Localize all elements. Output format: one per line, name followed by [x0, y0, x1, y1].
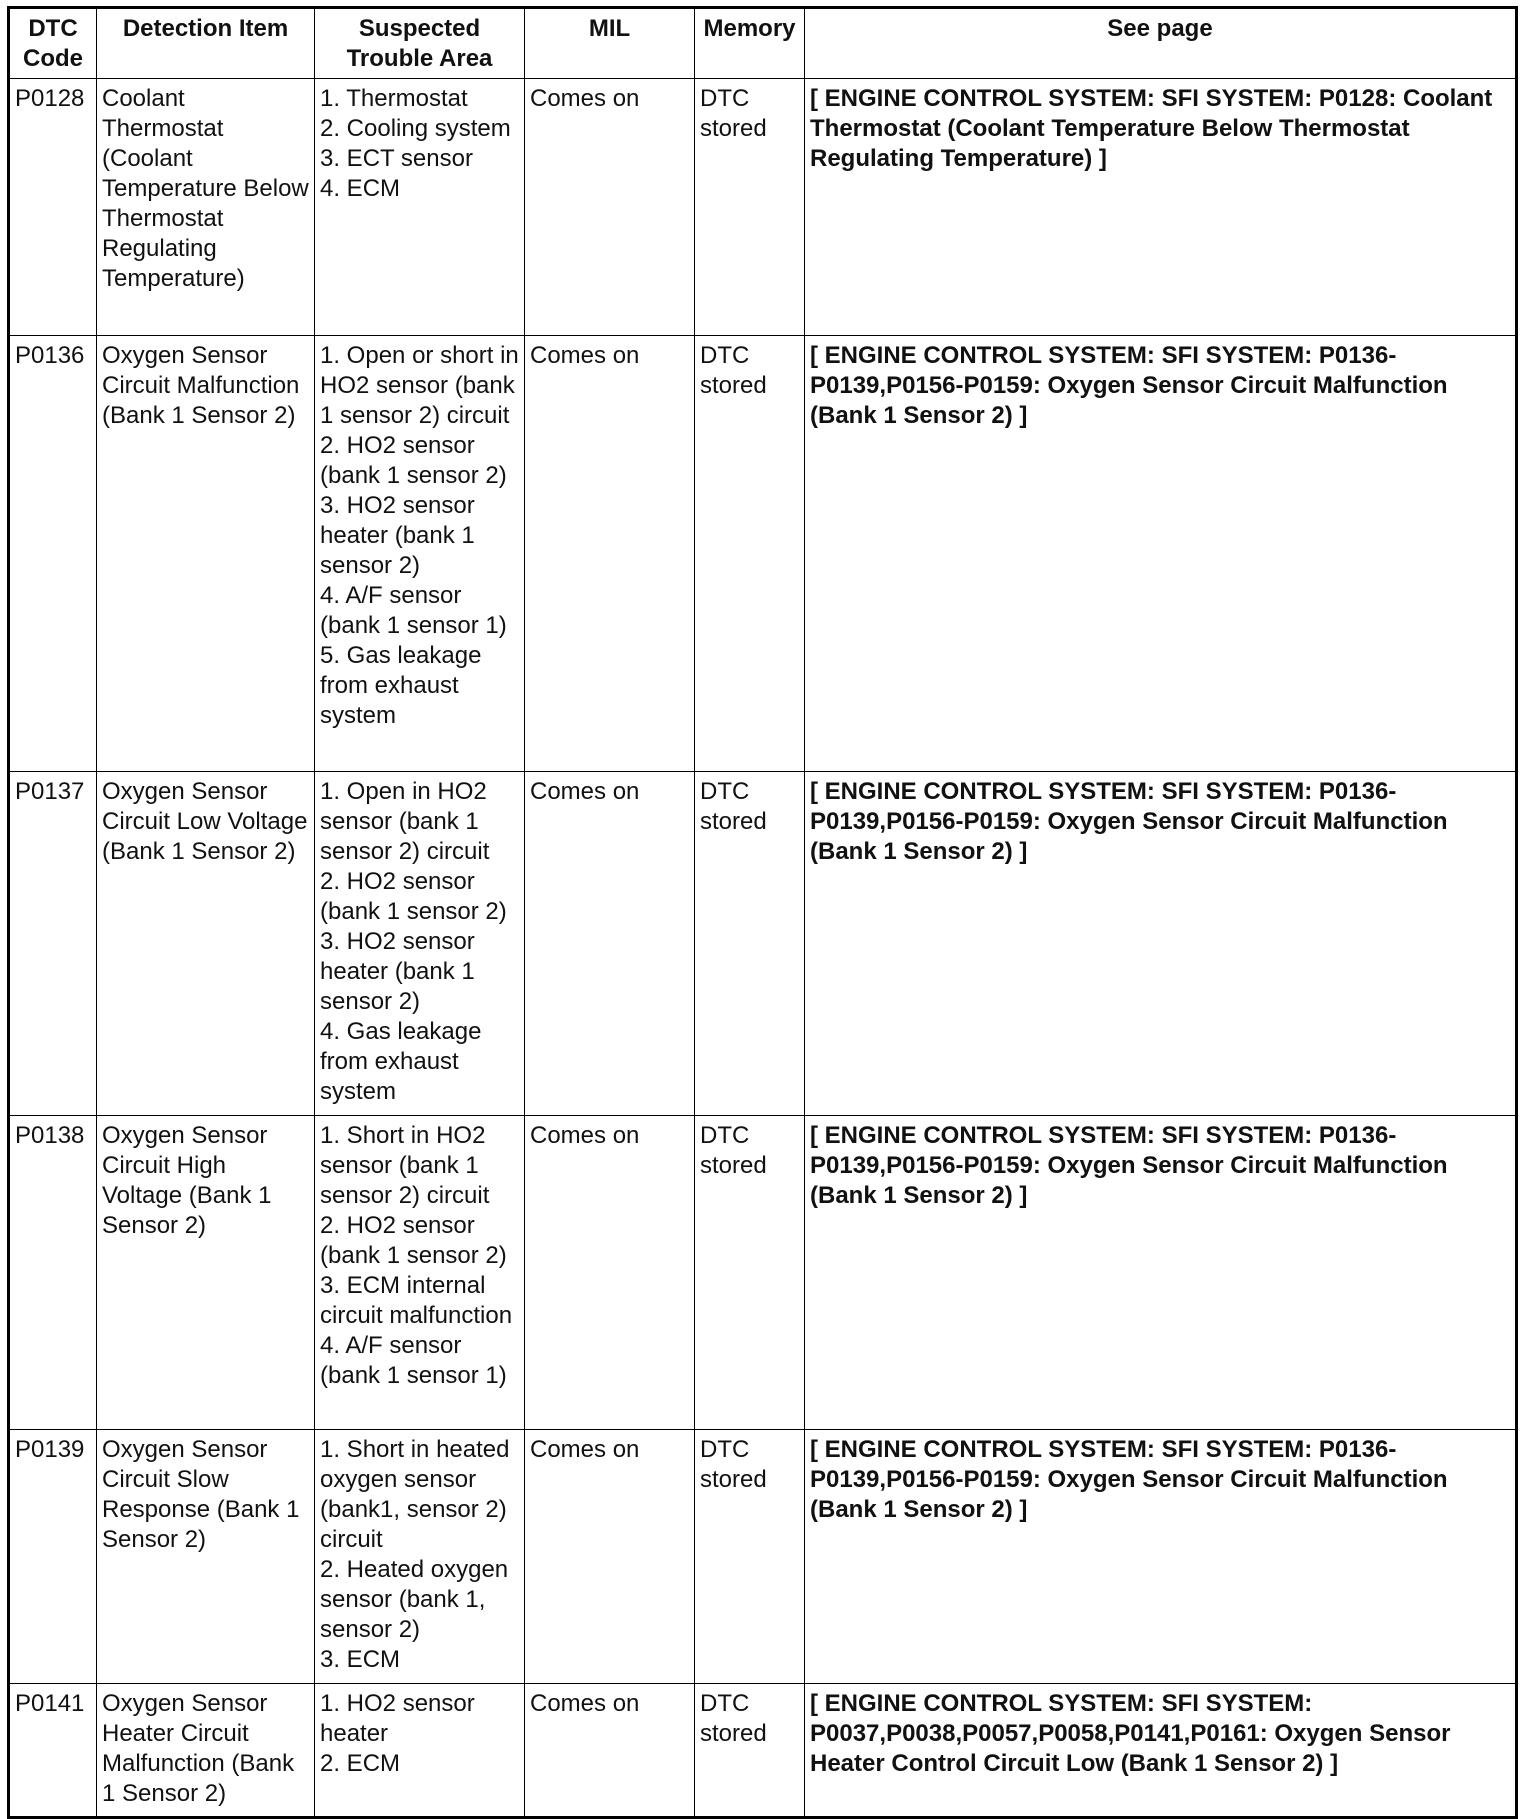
trouble-area-cell: 1. Short in heated oxygen sensor (bank1, sensor 2) circuit 2. Heated oxygen sensor (bank 1, sensor 2) 3. ECM — [315, 1430, 525, 1684]
memory-cell: DTC stored — [695, 336, 805, 772]
trouble-area-cell: 1. Open or short in HO2 sensor (bank 1 sensor 2) circuit 2. HO2 sensor (bank 1 sensor 2) 3. HO2 sensor heater (bank 1 sensor 2) 4. A/F sensor (bank 1 sensor 1) 5. Gas leakage from exhaust system — [315, 336, 525, 772]
table-row — [9, 336, 1517, 772]
mil-cell: Comes on — [525, 79, 695, 336]
header-see-page: See page — [805, 8, 1517, 79]
dtc-code-cell: P0136 — [9, 336, 97, 772]
detection-item-cell: Oxygen Sensor Circuit Low Voltage (Bank 1 Sensor 2) — [97, 772, 315, 1116]
see-page-link[interactable]: [ ENGINE CONTROL SYSTEM: SFI SYSTEM: P0128: Coolant Thermostat (Coolant Temperature Below Thermostat Regulating Temperature) ] — [805, 79, 1517, 336]
header-row — [9, 8, 1517, 79]
dtc-code-cell: P0139 — [9, 1430, 97, 1684]
trouble-area-cell: 1. Thermostat 2. Cooling system 3. ECT sensor 4. ECM — [315, 79, 525, 336]
detection-item-cell: Coolant Thermostat (Coolant Temperature Below Thermostat Regulating Temperature) — [97, 79, 315, 336]
table-row — [9, 1116, 1517, 1430]
trouble-area-cell: 1. Open in HO2 sensor (bank 1 sensor 2) circuit 2. HO2 sensor (bank 1 sensor 2) 3. HO2 sensor heater (bank 1 sensor 2) 4. Gas leakage from exhaust system — [315, 772, 525, 1116]
see-page-link[interactable]: [ ENGINE CONTROL SYSTEM: SFI SYSTEM: P0136-P0139,P0156-P0159: Oxygen Sensor Circuit Malfunction (Bank 1 Sensor 2) ] — [805, 1116, 1517, 1430]
header-memory: Memory — [695, 8, 805, 79]
table-row — [9, 79, 1517, 336]
dtc-code-cell: P0128 — [9, 79, 97, 336]
table-row — [9, 1684, 1517, 1818]
memory-cell: DTC stored — [695, 79, 805, 336]
detection-item-cell: Oxygen Sensor Heater Circuit Malfunction (Bank 1 Sensor 2) — [97, 1684, 315, 1818]
detection-item-cell: Oxygen Sensor Circuit Malfunction (Bank 1 Sensor 2) — [97, 336, 315, 772]
detection-item-cell: Oxygen Sensor Circuit Slow Response (Bank 1 Sensor 2) — [97, 1430, 315, 1684]
header-mil: MIL — [525, 8, 695, 79]
memory-cell: DTC stored — [695, 1684, 805, 1818]
detection-item-cell: Oxygen Sensor Circuit High Voltage (Bank 1 Sensor 2) — [97, 1116, 315, 1430]
mil-cell: Comes on — [525, 772, 695, 1116]
dtc-code-cell: P0141 — [9, 1684, 97, 1818]
mil-cell: Comes on — [525, 336, 695, 772]
mil-cell: Comes on — [525, 1684, 695, 1818]
dtc-code-cell: P0137 — [9, 772, 97, 1116]
trouble-area-cell: 1. HO2 sensor heater 2. ECM — [315, 1684, 525, 1818]
header-detection-item: Detection Item — [97, 8, 315, 79]
memory-cell: DTC stored — [695, 1116, 805, 1430]
trouble-area-cell: 1. Short in HO2 sensor (bank 1 sensor 2) circuit 2. HO2 sensor (bank 1 sensor 2) 3. ECM internal circuit malfunction 4. A/F sensor (bank 1 sensor 1) — [315, 1116, 525, 1430]
memory-cell: DTC stored — [695, 1430, 805, 1684]
header-dtc-code: DTC Code — [9, 8, 97, 79]
dtc-table — [7, 6, 1518, 1819]
mil-cell: Comes on — [525, 1116, 695, 1430]
table-row — [9, 1430, 1517, 1684]
see-page-link[interactable]: [ ENGINE CONTROL SYSTEM: SFI SYSTEM: P0136-P0139,P0156-P0159: Oxygen Sensor Circuit Malfunction (Bank 1 Sensor 2) ] — [805, 336, 1517, 772]
memory-cell: DTC stored — [695, 772, 805, 1116]
table-row — [9, 772, 1517, 1116]
see-page-link[interactable]: [ ENGINE CONTROL SYSTEM: SFI SYSTEM: P0136-P0139,P0156-P0159: Oxygen Sensor Circuit Malfunction (Bank 1 Sensor 2) ] — [805, 1430, 1517, 1684]
dtc-code-cell: P0138 — [9, 1116, 97, 1430]
see-page-link[interactable]: [ ENGINE CONTROL SYSTEM: SFI SYSTEM: P0037,P0038,P0057,P0058,P0141,P0161: Oxygen Sensor Heater Control Circuit Low (Bank 1 Sensor 2) ] — [805, 1684, 1517, 1818]
header-suspected-trouble-area: Suspected Trouble Area — [315, 8, 525, 79]
see-page-link[interactable]: [ ENGINE CONTROL SYSTEM: SFI SYSTEM: P0136-P0139,P0156-P0159: Oxygen Sensor Circuit Malfunction (Bank 1 Sensor 2) ] — [805, 772, 1517, 1116]
mil-cell: Comes on — [525, 1430, 695, 1684]
dtc-table-wrapper — [7, 6, 1518, 1819]
